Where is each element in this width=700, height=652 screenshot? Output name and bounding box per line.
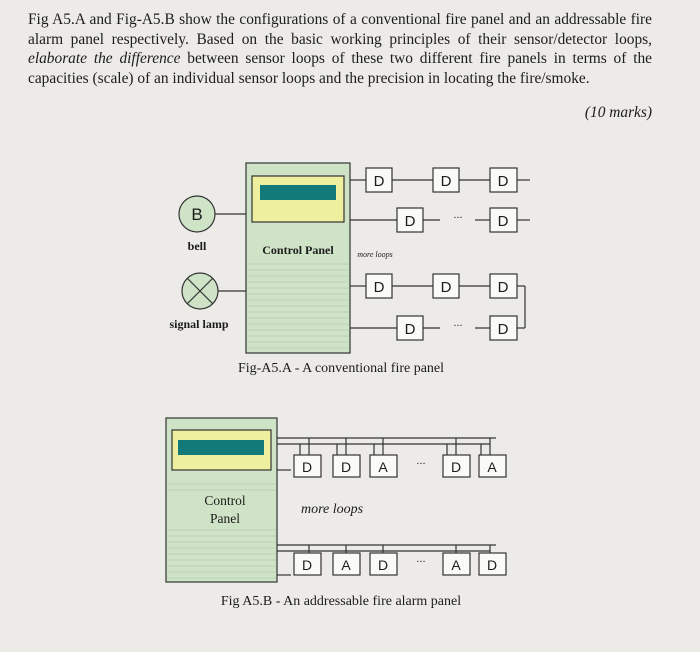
- fig-a-ellipsis: ...: [453, 317, 463, 329]
- fig-b-addressable-label: A: [451, 557, 461, 573]
- fig-b-detector-label: D: [301, 557, 313, 573]
- fig-b-ellipsis: ...: [416, 553, 426, 565]
- fig-b-more-loops: more loops: [300, 502, 364, 517]
- fig-b-detector-label: D: [486, 557, 498, 573]
- question-part-1: Fig A5.A and Fig-A5.B show the configurations of a conventional fire panel and an addressable fire alarm panel respectively. Based on the basic working principles of their sensor/detector loops,: [28, 11, 652, 48]
- fig-b-addressable-label: A: [378, 459, 388, 475]
- fig-a-detector-label: D: [497, 213, 509, 230]
- fig-b-caption: Fig A5.B - An addressable fire alarm panel: [220, 594, 462, 609]
- fig-a-display-bar: [260, 185, 336, 200]
- fig-b-display-bar: [178, 440, 264, 455]
- fig-a-detector-label: D: [497, 279, 509, 296]
- fig-b-panel-label-line-2: Panel: [210, 511, 240, 526]
- fig-a-ellipsis: ...: [453, 209, 463, 221]
- bell-label: bell: [187, 239, 207, 253]
- fig-b-addressable-label: A: [487, 459, 497, 475]
- fig-b-panel-label-line-1: Control: [204, 493, 246, 508]
- fig-a-panel-label: Control Panel: [262, 243, 334, 257]
- fig-a-detector-label: D: [373, 173, 385, 190]
- fig-b-addressable-label: A: [341, 557, 351, 573]
- fig-b-detector-label: D: [301, 459, 313, 475]
- fig-b-detector-label: D: [340, 459, 352, 475]
- bell-symbol: B: [191, 205, 203, 224]
- fig-a: [179, 163, 530, 353]
- fig-b-ellipsis: ...: [416, 455, 426, 467]
- signal-lamp-label: signal lamp: [169, 317, 229, 331]
- question-emphasis: elaborate the difference: [28, 50, 181, 68]
- fig-a-detector-label: D: [404, 321, 416, 338]
- marks-label: (10 marks): [584, 104, 652, 121]
- fig-a-detector-label: D: [440, 173, 452, 190]
- fig-a-detector-label: D: [373, 279, 385, 296]
- fig-a-more-loops: more loops: [357, 250, 393, 259]
- fig-a-detector-label: D: [404, 213, 416, 230]
- fig-b-detector-label: D: [450, 459, 462, 475]
- fig-a-detector-label: D: [497, 321, 509, 338]
- fig-a-caption: Fig-A5.A - A conventional fire panel: [237, 361, 445, 376]
- fig-a-detector-label: D: [497, 173, 509, 190]
- fig-a-detector-label: D: [440, 279, 452, 296]
- fig-b-detector-label: D: [377, 557, 389, 573]
- question-part-2: between sensor loops of these two different fire panels in terms of the capacities (scale) of an individual sensor loops and the precision in locating the fire/smoke.: [28, 50, 652, 87]
